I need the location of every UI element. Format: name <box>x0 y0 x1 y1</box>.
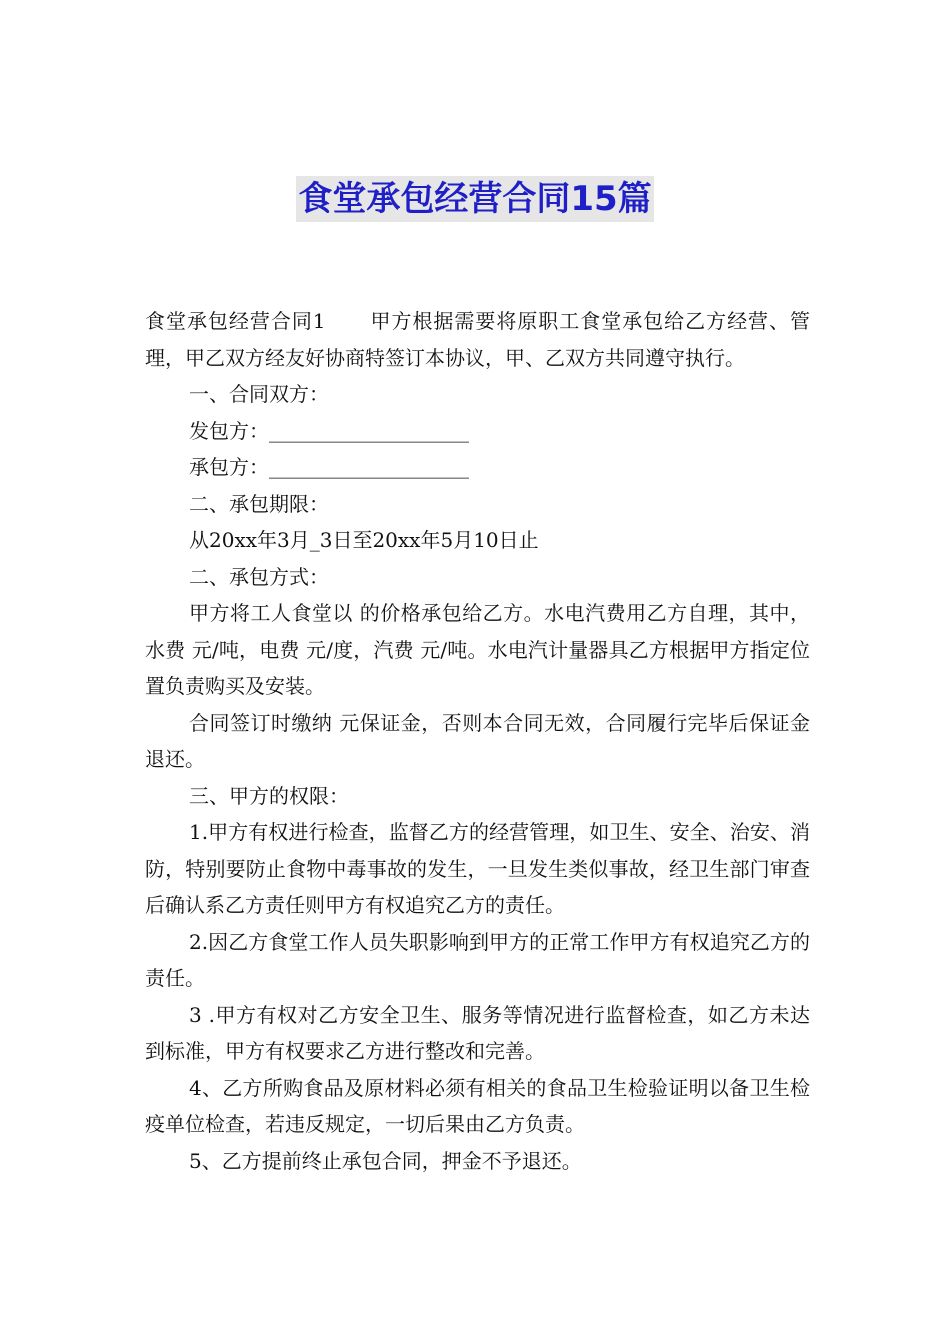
paragraph: 2.因乙方食堂工作人员失职影响到甲方的正常工作甲方有权追究乙方的责任。 <box>145 929 810 990</box>
paragraph: 三、甲方的权限： <box>189 783 349 808</box>
intro-text: 甲方根据需要将原职工食堂承包给乙方经营、管理，甲乙双方经友好协商特签订本协议，甲、乙双方共同遵守执行。 <box>145 309 810 370</box>
paragraph: 甲方将工人食堂以 的价格承包给乙方。水电汽费用乙方自理，其中，水费 元/吨，电费 元/度，汽费 元/吨。水电汽计量器具乙方根据甲方指定位置负责购买及安装。 <box>145 601 810 698</box>
paragraph: 5、乙方提前终止承包合同，押金不予退还。 <box>189 1148 582 1173</box>
paragraph: 二、承包方式： <box>189 564 329 589</box>
paragraph: 从20xx年3月_3日至20xx年5月10日止 <box>189 528 539 552</box>
title-container <box>0 176 950 222</box>
paragraph: 一、合同双方： <box>189 382 329 406</box>
paragraph: 1.甲方有权进行检查，监督乙方的经营管理，如卫生、安全、治安、消防，特别要防止食物中毒事故的发生，一旦发生类似事故，经卫生部门审查后确认系乙方责任则甲方有权追究乙方的责任。 <box>145 820 810 917</box>
paragraph: 合同签订时缴纳 元保证金，否则本合同无效，合同履行完毕后保证金退还。 <box>145 710 810 771</box>
paragraph: 3 .甲方有权对乙方安全卫生、服务等情况进行监督检查，如乙方未达到标准，甲方有权要求乙方进行整改和完善。 <box>145 1002 810 1063</box>
paragraph-intro <box>145 303 810 376</box>
document-title: 食堂承包经营合同15篇 <box>296 176 653 222</box>
contract-heading: 食堂承包经营合同1 <box>145 309 326 333</box>
paragraph: 承包方：____________________ <box>189 455 469 479</box>
paragraph: 发包方：____________________ <box>189 418 469 443</box>
paragraph: 4、乙方所购食品及原材料必须有相关的食品卫生检验证明以备卫生检疫单位检查，若违反规定，一切后果由乙方负责。 <box>145 1075 810 1136</box>
paragraph: 二、承包期限： <box>189 491 329 516</box>
document-body <box>145 303 810 1179</box>
